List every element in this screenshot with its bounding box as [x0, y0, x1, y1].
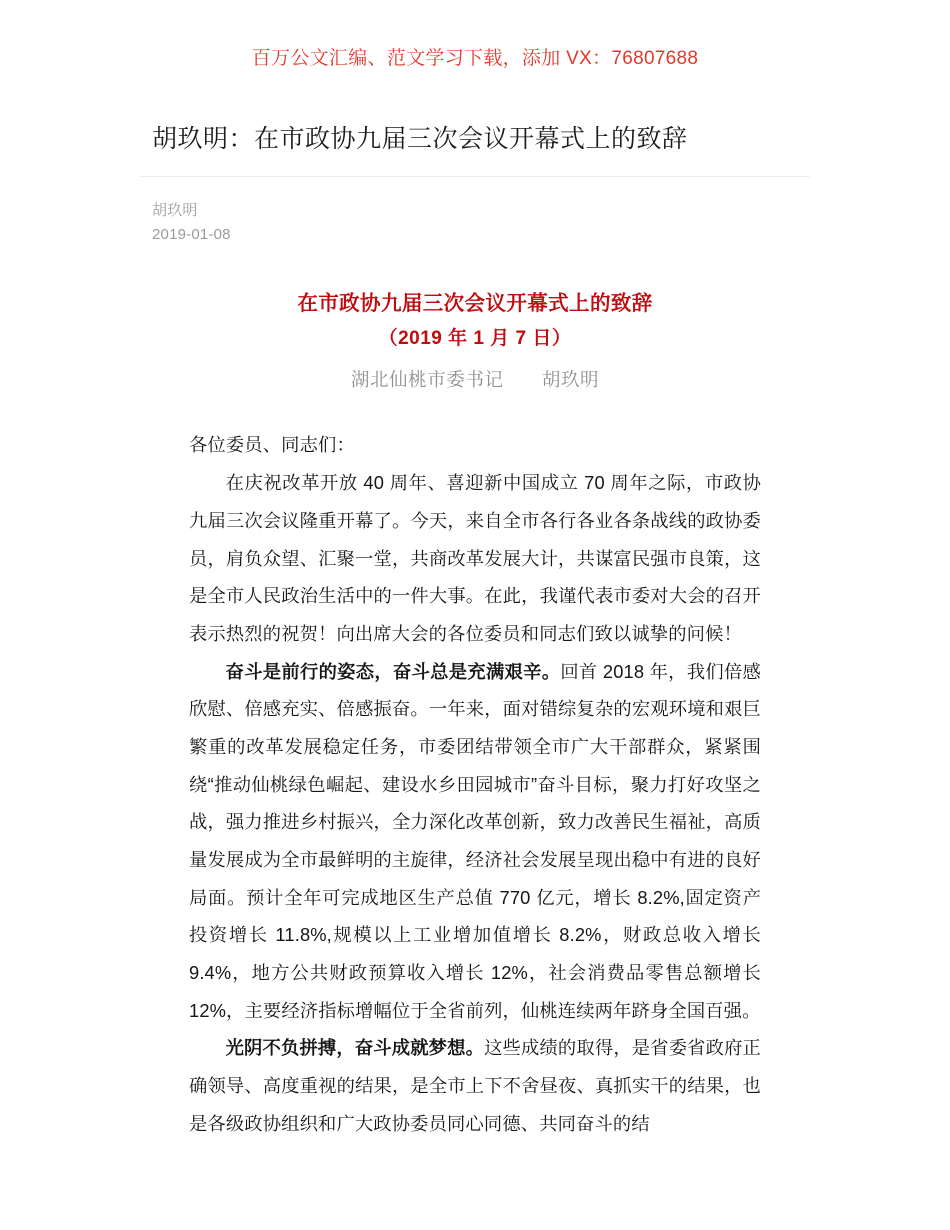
paragraph-lead: 奋斗是前行的姿态，奋斗总是充满艰辛。	[225, 660, 561, 682]
paragraph-text: 在庆祝改革开放 40 周年、喜迎新中国成立 70 周年之际，市政协九届三次会议隆重开幕了。今天，来自全市各行各业各条战线的政协委员，肩负众望、汇聚一堂，共商改革发展大计，共谋富民强市良策，这是全市人民政治生活中的一件大事。在此，我谨代表市委对大会的召开表示热烈的祝贺！向出席大会的各位委员和同志们致以诚挚的问候！	[189, 472, 761, 644]
document-byline: 湖北仙桃市委书记 胡玖明	[350, 368, 600, 390]
document-paragraph	[189, 1029, 761, 1142]
paragraph-text: 各位委员、同志们：	[189, 434, 355, 456]
article-date: 2019-01-08	[152, 226, 231, 244]
article-header	[140, 73, 810, 248]
article-meta	[140, 177, 810, 248]
promo-banner: 百万公文汇编、范文学习下载，添加 VX：76807688	[251, 48, 699, 69]
page-title: 胡玖明：在市政协九届三次会议开幕式上的致辞	[152, 124, 688, 153]
document-paragraph-list	[189, 394, 761, 1142]
paragraph-text: 这些成绩的取得，是省委省政府正确领导、高度重视的结果，是全市上下不舍昼夜、真抓实干的结果，也是各级政协组织和广大政协委员同心同德、共同奋斗的结	[189, 1037, 761, 1134]
paragraph-lead: 光阴不负拼搏，奋斗成就梦想。	[225, 1037, 485, 1059]
article-author: 胡玖明	[152, 202, 198, 220]
document-heading: 在市政协九届三次会议开幕式上的致辞	[297, 291, 653, 315]
document-paragraph	[189, 426, 761, 464]
paragraph-text: 回首 2018 年，我们倍感欣慰、倍感充实、倍感振奋。一年来，面对错综复杂的宏观环境和艰巨繁重的改革发展稳定任务，市委团结带领全市广大干部群众，紧紧围绕“推动仙桃绿色崛起、建设水乡田园城市”奋斗目标，聚力打好攻坚之战，强力推进乡村振兴，全力深化改革创新，致力改善民生福祉，高质量发展成为全市最鲜明的主旋律，经济社会发展呈现出稳中有进的良好局面。预计全年可完成地区生产总值 770 亿元，增长 8.2%,固定资产投资增长 11.8%,规模以上工业增加值增长 8.2%，财政总收入增长 9.4%，地方公共财政预算收入增长 12%，社会消费品零售总额增长 12%，主要经济指标增幅位于全省前列，仙桃连续两年跻身全国百强。	[189, 660, 761, 1021]
document-paragraph	[189, 464, 761, 652]
document-heading-date: （2019 年 1 月 7 日）	[378, 328, 572, 350]
document-paragraph	[189, 653, 761, 1030]
document-body	[189, 248, 761, 1143]
